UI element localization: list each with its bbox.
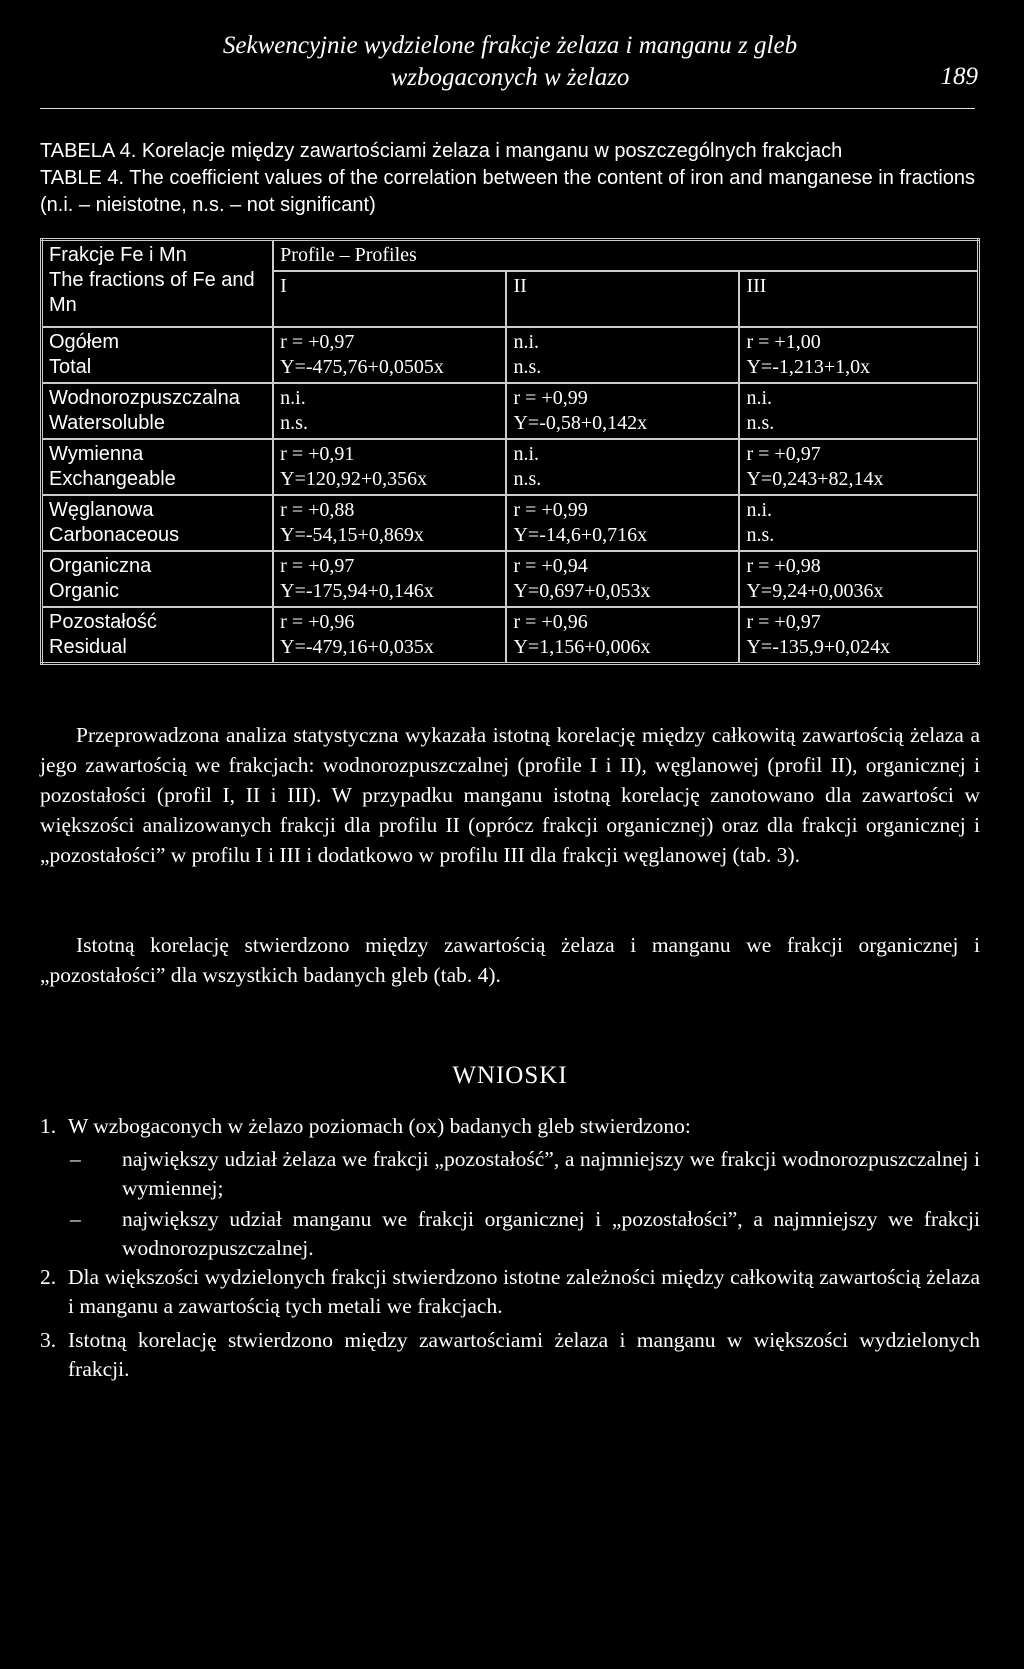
correlation-cell [739, 551, 978, 607]
dash-bullet: – [70, 1207, 81, 1231]
subitem-text: największy udział żelaza we frakcji „pozostałość”, a najmniejszy we frakcji wodnorozpuszczalnej i wymiennej; [122, 1147, 980, 1200]
fraction-name-pl: Wymienna [49, 443, 144, 465]
caption-pl: TABELA 4. Korelacje między zawartościami żelaza i manganu w poszczególnych frakcjach [40, 140, 843, 162]
cell-line-2: Y=120,92+0,356x [280, 468, 428, 490]
fraction-name-pl: Węglanowa [49, 499, 154, 521]
item-text: Istotną korelację stwierdzono między zawartościami żelaza i manganu w większości wydzielonych frakcji. [68, 1328, 980, 1381]
table-body [42, 327, 979, 664]
fraction-name-en: Total [49, 356, 92, 378]
fractions-header [42, 240, 274, 328]
correlation-cell [739, 439, 978, 495]
correlation-cell [506, 607, 739, 664]
paragraph-1: Przeprowadzona analiza statystyczna wykazała istotną korelację między całkowitą zawartością żelaza a jego zawartością we frakcjach: wodnorozpuszczalnej (profile I i II), węglanowej (profil II), organicznej i pozostałości (profil I, II i III). W przypadku manganu istotną korelację zanotowano dla zawartości w większości analizowanych frakcji dla profilu II (oprócz frakcji organicznej) oraz dla frakcji organicznej i „pozostałości” w profilu I i III i dodatkowo w profilu III dla frakcji węglanowej (tab. 3). [40, 723, 980, 867]
table-row [42, 327, 979, 383]
conclusions-heading: WNIOSKI [452, 1062, 568, 1089]
correlation-cell [506, 327, 739, 383]
table-row [42, 439, 979, 495]
fraction-name-cell [42, 439, 274, 495]
header-line-1: Sekwencyjnie wydzielone frakcje żelaza i manganu z gleb [222, 32, 798, 59]
cell-line-1: r = +0,94 [513, 555, 588, 577]
correlation-cell [739, 607, 978, 664]
cell-line-2: Y=0,697+0,053x [513, 580, 651, 602]
item-text: W wzbogaconych w żelazo poziomach (ox) badanych gleb stwierdzono: [68, 1114, 691, 1138]
cell-line-1: r = +0,97 [746, 443, 821, 465]
cell-line-1: r = +0,97 [280, 555, 355, 577]
cell-line-1: n.i. [513, 443, 540, 465]
profile-label: III [739, 271, 978, 327]
paragraph-2: Istotną korelację stwierdzono między zawartością żelaza i manganu we frakcji organicznej i „pozostałości” dla wszystkich badanych gleb (tab. 4). [40, 933, 980, 987]
cell-line-2: Y=-54,15+0,869x [280, 524, 424, 546]
fraction-name-pl: Ogółem [49, 331, 120, 353]
fraction-name-en: Carbonaceous [49, 524, 180, 546]
item-number: 3. [40, 1328, 57, 1352]
cell-line-1: r = +0,97 [280, 331, 355, 353]
conclusion-subitem-1 [40, 1145, 980, 1203]
item-number: 2. [40, 1265, 57, 1289]
cell-line-1: r = +0,99 [513, 499, 588, 521]
cell-line-2: Y=-175,94+0,146x [280, 580, 434, 602]
cell-line-1: r = +0,97 [746, 611, 821, 633]
fraction-name-cell [42, 551, 274, 607]
correlation-cell [273, 495, 506, 551]
cell-line-2: n.s. [746, 524, 775, 546]
correlation-cell [506, 551, 739, 607]
correlation-cell [506, 495, 739, 551]
table-row [42, 383, 979, 439]
cell-line-2: n.s. [746, 412, 775, 434]
table-caption [40, 138, 980, 219]
correlation-cell [273, 383, 506, 439]
table-row [42, 607, 979, 664]
cell-line-2: Y=0,243+82,14x [746, 468, 884, 490]
item-number: 1. [40, 1114, 57, 1138]
page-number: 189 [940, 63, 978, 90]
correlation-cell [739, 495, 978, 551]
correlation-cell [273, 607, 506, 664]
table-header-row [42, 240, 979, 272]
header-line-2: wzbogaconych w żelazo [390, 64, 630, 91]
conclusion-subitem-2 [40, 1205, 980, 1263]
running-header [40, 30, 980, 94]
conclusion-item-1 [40, 1112, 980, 1141]
fraction-name-cell [42, 495, 274, 551]
cell-line-2: Y=9,24+0,0036x [746, 580, 884, 602]
cell-line-2: Y=-479,16+0,035x [280, 636, 434, 658]
fraction-name-pl: Organiczna [49, 555, 152, 577]
cell-line-2: n.s. [513, 356, 542, 378]
fraction-name-pl: Pozostałość [49, 611, 157, 633]
cell-line-1: r = +0,88 [280, 499, 355, 521]
cell-line-2: n.s. [280, 412, 308, 434]
cell-line-2: Y=-14,6+0,716x [513, 524, 648, 546]
profile-label: I [273, 271, 506, 327]
cell-line-2: Y=-475,76+0,0505x [280, 356, 444, 378]
cell-line-1: r = +0,96 [513, 611, 588, 633]
correlation-cell [273, 327, 506, 383]
header-rule [40, 108, 975, 109]
cell-line-2: Y=1,156+0,006x [513, 636, 651, 658]
correlation-cell [273, 439, 506, 495]
correlation-cell [273, 551, 506, 607]
correlation-cell [506, 439, 739, 495]
fraction-name-pl: Wodnorozpuszczalna [49, 387, 240, 409]
caption-en: TABLE 4. The coefficient values of the correlation between the content of iron and manganese in fractions (n.i. – nieistotne, n.s. – not significant) [40, 167, 976, 216]
fraction-name-cell [42, 383, 274, 439]
fraction-name-en: Organic [49, 580, 120, 602]
correlation-cell [506, 383, 739, 439]
cell-line-1: n.i. [280, 387, 306, 409]
dash-bullet: – [70, 1147, 81, 1171]
fraction-name-en: Exchangeable [49, 468, 176, 490]
cell-line-2: Y=-135,9+0,024x [746, 636, 891, 658]
fraction-name-cell [42, 327, 274, 383]
conclusion-item-3 [40, 1326, 980, 1384]
fractions-header-pl: Frakcje Fe i Mn [49, 244, 187, 266]
fraction-name-en: Watersoluble [49, 412, 165, 434]
cell-line-1: n.i. [746, 499, 773, 521]
fraction-name-en: Residual [49, 636, 127, 658]
cell-line-2: Y=-1,213+1,0x [746, 356, 871, 378]
subitem-text: największy udział manganu we frakcji organicznej i „pozostałości”, a najmniejszy we frakcji wodnorozpuszczalnej. [122, 1207, 980, 1260]
cell-line-1: n.i. [513, 331, 540, 353]
cell-line-1: n.i. [746, 387, 773, 409]
cell-line-1: r = +0,96 [280, 611, 355, 633]
cell-line-2: Y=-0,58+0,142x [513, 412, 648, 434]
cell-line-1: r = +0,98 [746, 555, 821, 577]
conclusion-item-2 [40, 1263, 980, 1321]
cell-line-1: r = +0,91 [280, 443, 355, 465]
correlation-cell [739, 327, 978, 383]
item-text: Dla większości wydzielonych frakcji stwierdzono istotne zależności między całkowitą zawartością żelaza i manganu a zawartością tych metali we frakcjach. [68, 1265, 980, 1318]
table-row [42, 495, 979, 551]
fractions-header-en: The fractions of Fe and Mn [49, 269, 255, 316]
cell-line-2: n.s. [513, 468, 542, 490]
table-row [42, 551, 979, 607]
correlation-table [40, 238, 980, 665]
profiles-header: Profile – Profiles [273, 240, 978, 272]
profile-label: II [506, 271, 739, 327]
cell-line-1: r = +1,00 [746, 331, 821, 353]
correlation-cell [739, 383, 978, 439]
cell-line-1: r = +0,99 [513, 387, 588, 409]
fraction-name-cell [42, 607, 274, 664]
